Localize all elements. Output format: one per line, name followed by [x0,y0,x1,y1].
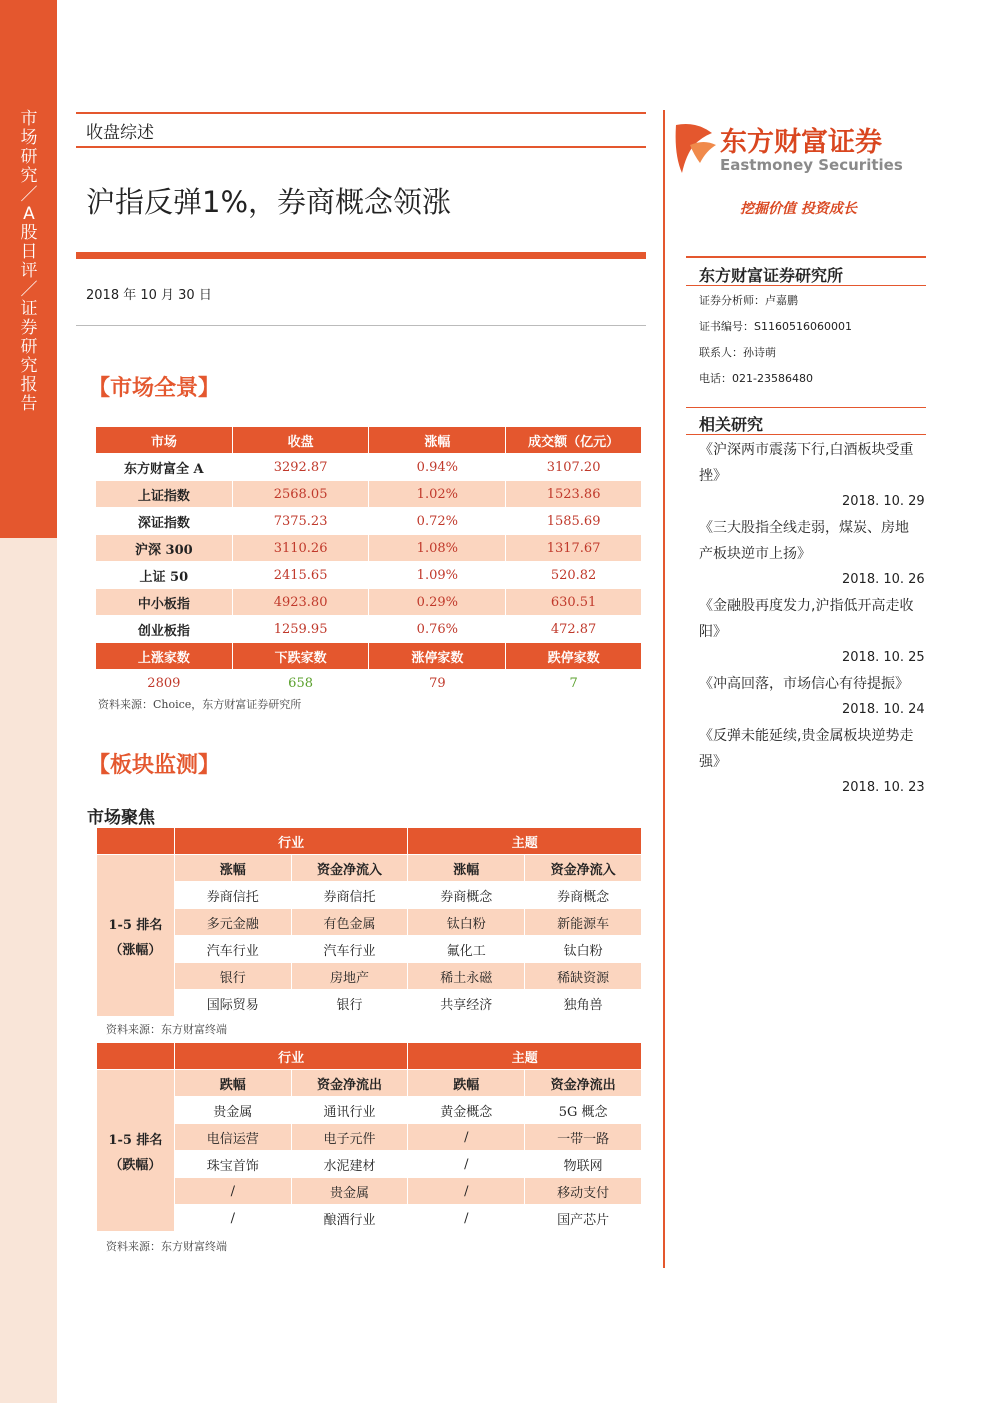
market-volume: 520.82 [506,562,642,589]
table-cell: / [408,1205,525,1232]
table-cell: 国际贸易 [174,990,291,1017]
table-cell: 钛白粉 [408,909,525,936]
brand-name-en: Eastmoney Securities [720,156,903,174]
market-close: 1259.95 [232,616,369,643]
sector-subheading: 市场聚焦 [87,808,155,828]
table-cell: 券商信托 [291,882,408,909]
analyst-line: 证券分析师：卢嘉鹏 [699,294,798,307]
market-change: 0.29% [369,589,506,616]
market-change: 0.72% [369,508,506,535]
group-theme: 主题 [408,828,642,855]
market-heading: 【市场全景】 [88,375,221,401]
loss-source: 资料来源：东方财富终端 [106,1240,227,1253]
related-report-link[interactable]: 《金融股再度发力,沪指低开高走收阳》 [699,598,914,640]
market-close: 2415.65 [232,562,369,589]
column-divider [663,110,665,1268]
table-cell: 券商概念 [408,882,525,909]
market-name: 上证 50 [96,562,233,589]
table-cell: 电信运营 [174,1124,291,1151]
table-cell: 钛白粉 [525,936,642,963]
table-cell: 新能源车 [525,909,642,936]
down-count: 658 [232,670,369,697]
corner-cell [97,828,175,855]
related-report-link[interactable]: 《反弹未能延续,贵金属板块逆势走强》 [699,728,914,770]
gain-source: 资料来源：东方财富终端 [106,1023,227,1036]
title-rule [76,252,646,259]
related-report-link[interactable]: 《沪深两市震荡下行,白酒板块受重挫》 [699,442,914,484]
table-cell: / [408,1178,525,1205]
related-heading: 相关研究 [699,415,764,434]
rank-label [97,1070,175,1232]
sidebar-label: 市场研究／A股日评／证券研究报告 [20,109,38,414]
col-close: 收盘 [232,427,369,454]
col-inflow: 资金净流入 [291,855,408,882]
table-row [97,909,642,936]
market-name: 上证指数 [96,481,233,508]
market-volume: 3107.20 [506,454,642,481]
brand-slogan: 挖掘价值 投资成长 [740,201,857,217]
market-change: 1.02% [369,481,506,508]
rank-label-line: 1-5 排名 [108,917,163,933]
page-title: 沪指反弹1%，券商概念领涨 [86,185,452,219]
table-row [97,1205,642,1232]
market-volume: 1585.69 [506,508,642,535]
gain-table [96,827,642,1017]
table-row [96,589,642,616]
col-market: 市场 [96,427,233,454]
table-row [97,1178,642,1205]
table-cell: 贵金属 [291,1178,408,1205]
rank-label-line: （涨幅） [109,942,162,958]
institute-rule-top [686,256,926,258]
related-rule-top [686,407,926,408]
market-volume: 1523.86 [506,481,642,508]
table-cell: 多元金融 [174,909,291,936]
col-outflow: 资金净流出 [525,1070,642,1097]
table-cell: 银行 [291,990,408,1017]
section-rule [76,146,646,148]
table-cell: 通讯行业 [291,1097,408,1124]
table-row [97,1097,642,1124]
related-report-date: 2018. 10. 26 [842,572,925,587]
rank-label [97,855,175,1017]
table-cell: 移动支付 [525,1178,642,1205]
sidebar [0,0,57,1403]
institute-name: 东方财富证券研究所 [699,266,844,285]
limit-down-count: 7 [506,670,642,697]
table-cell: 有色金属 [291,909,408,936]
market-name: 创业板指 [96,616,233,643]
table-cell: 共享经济 [408,990,525,1017]
market-close: 7375.23 [232,508,369,535]
table-row [96,508,642,535]
col-gain: 涨幅 [174,855,291,882]
market-name: 沪深 300 [96,535,233,562]
section-tag: 收盘综述 [86,123,154,143]
table-cell: 银行 [174,963,291,990]
brand-name-cn: 东方财富证券 [720,127,882,158]
table-cell: 贵金属 [174,1097,291,1124]
related-report-date: 2018. 10. 29 [842,494,925,509]
table-row [97,936,642,963]
col-inflow: 资金净流入 [525,855,642,882]
market-source: 资料来源：Choice，东方财富证券研究所 [98,698,302,711]
col-volume: 成交额（亿元） [506,427,642,454]
col-loss: 跌幅 [174,1070,291,1097]
market-close: 3110.26 [232,535,369,562]
table-cell: / [174,1178,291,1205]
market-change: 0.94% [369,454,506,481]
table-cell: 房地产 [291,963,408,990]
market-name: 东方财富全 A [96,454,233,481]
col-down-count: 下跌家数 [232,643,369,670]
corner-cell [97,1043,175,1070]
table-cell: 黄金概念 [408,1097,525,1124]
report-date: 2018 年 10 月 30 日 [86,288,212,303]
rank-label-line: 1-5 排名 [108,1132,163,1148]
related-rule-bottom [686,434,926,435]
table-cell: / [174,1205,291,1232]
market-change: 0.76% [369,616,506,643]
institute-rule-bottom [686,285,926,286]
market-change: 1.08% [369,535,506,562]
table-cell: 稀缺资源 [525,963,642,990]
col-gain: 涨幅 [408,855,525,882]
market-volume: 1317.67 [506,535,642,562]
market-table [95,426,642,697]
table-row [97,1124,642,1151]
top-rule [76,112,646,114]
table-row [97,1151,642,1178]
table-row [96,562,642,589]
table-cell: 水泥建材 [291,1151,408,1178]
market-close: 3292.87 [232,454,369,481]
table-cell: 国产芯片 [525,1205,642,1232]
table-cell: 电子元件 [291,1124,408,1151]
contact-line: 联系人：孙诗萌 [699,346,776,359]
table-cell: / [408,1124,525,1151]
limit-up-count: 79 [369,670,506,697]
related-report-date: 2018. 10. 24 [842,702,925,717]
group-industry: 行业 [174,1043,408,1070]
col-loss: 跌幅 [408,1070,525,1097]
table-row [96,454,642,481]
market-volume: 630.51 [506,589,642,616]
cert-line: 证书编号：S1160516060001 [699,320,852,333]
table-row [96,535,642,562]
col-up-count: 上涨家数 [96,643,233,670]
phone-line: 电话：021-23586480 [699,372,813,385]
table-cell: 汽车行业 [291,936,408,963]
col-limit-down: 跌停家数 [506,643,642,670]
table-cell: 珠宝首饰 [174,1151,291,1178]
col-outflow: 资金净流出 [291,1070,408,1097]
table-row [97,963,642,990]
sector-heading: 【板块监测】 [88,752,221,778]
table-cell: 券商概念 [525,882,642,909]
table-cell: 券商信托 [174,882,291,909]
table-cell: 独角兽 [525,990,642,1017]
table-cell: 汽车行业 [174,936,291,963]
table-cell: 一带一路 [525,1124,642,1151]
market-change: 1.09% [369,562,506,589]
table-cell: 5G 概念 [525,1097,642,1124]
market-close: 4923.80 [232,589,369,616]
table-row [96,481,642,508]
col-limit-up: 涨停家数 [369,643,506,670]
market-close: 2568.05 [232,481,369,508]
market-name: 中小板指 [96,589,233,616]
group-theme: 主题 [408,1043,642,1070]
group-industry: 行业 [174,828,408,855]
related-report-link[interactable]: 《三大股指全线走弱，煤炭、房地产板块逆市上扬》 [699,520,909,562]
table-cell: / [408,1151,525,1178]
loss-table [96,1042,642,1232]
date-divider [76,325,646,326]
up-count: 2809 [96,670,233,697]
table-cell: 物联网 [525,1151,642,1178]
table-cell: 氟化工 [408,936,525,963]
table-row [97,882,642,909]
table-row [96,616,642,643]
related-report-link[interactable]: 《冲高回落，市场信心有待提振》 [699,676,909,692]
table-cell: 稀土永磁 [408,963,525,990]
col-change: 涨幅 [369,427,506,454]
related-report-date: 2018. 10. 25 [842,650,925,665]
table-cell: 酿酒行业 [291,1205,408,1232]
table-row [97,990,642,1017]
related-report-date: 2018. 10. 23 [842,780,925,795]
market-volume: 472.87 [506,616,642,643]
market-name: 深证指数 [96,508,233,535]
rank-label-line: （跌幅） [109,1157,162,1173]
